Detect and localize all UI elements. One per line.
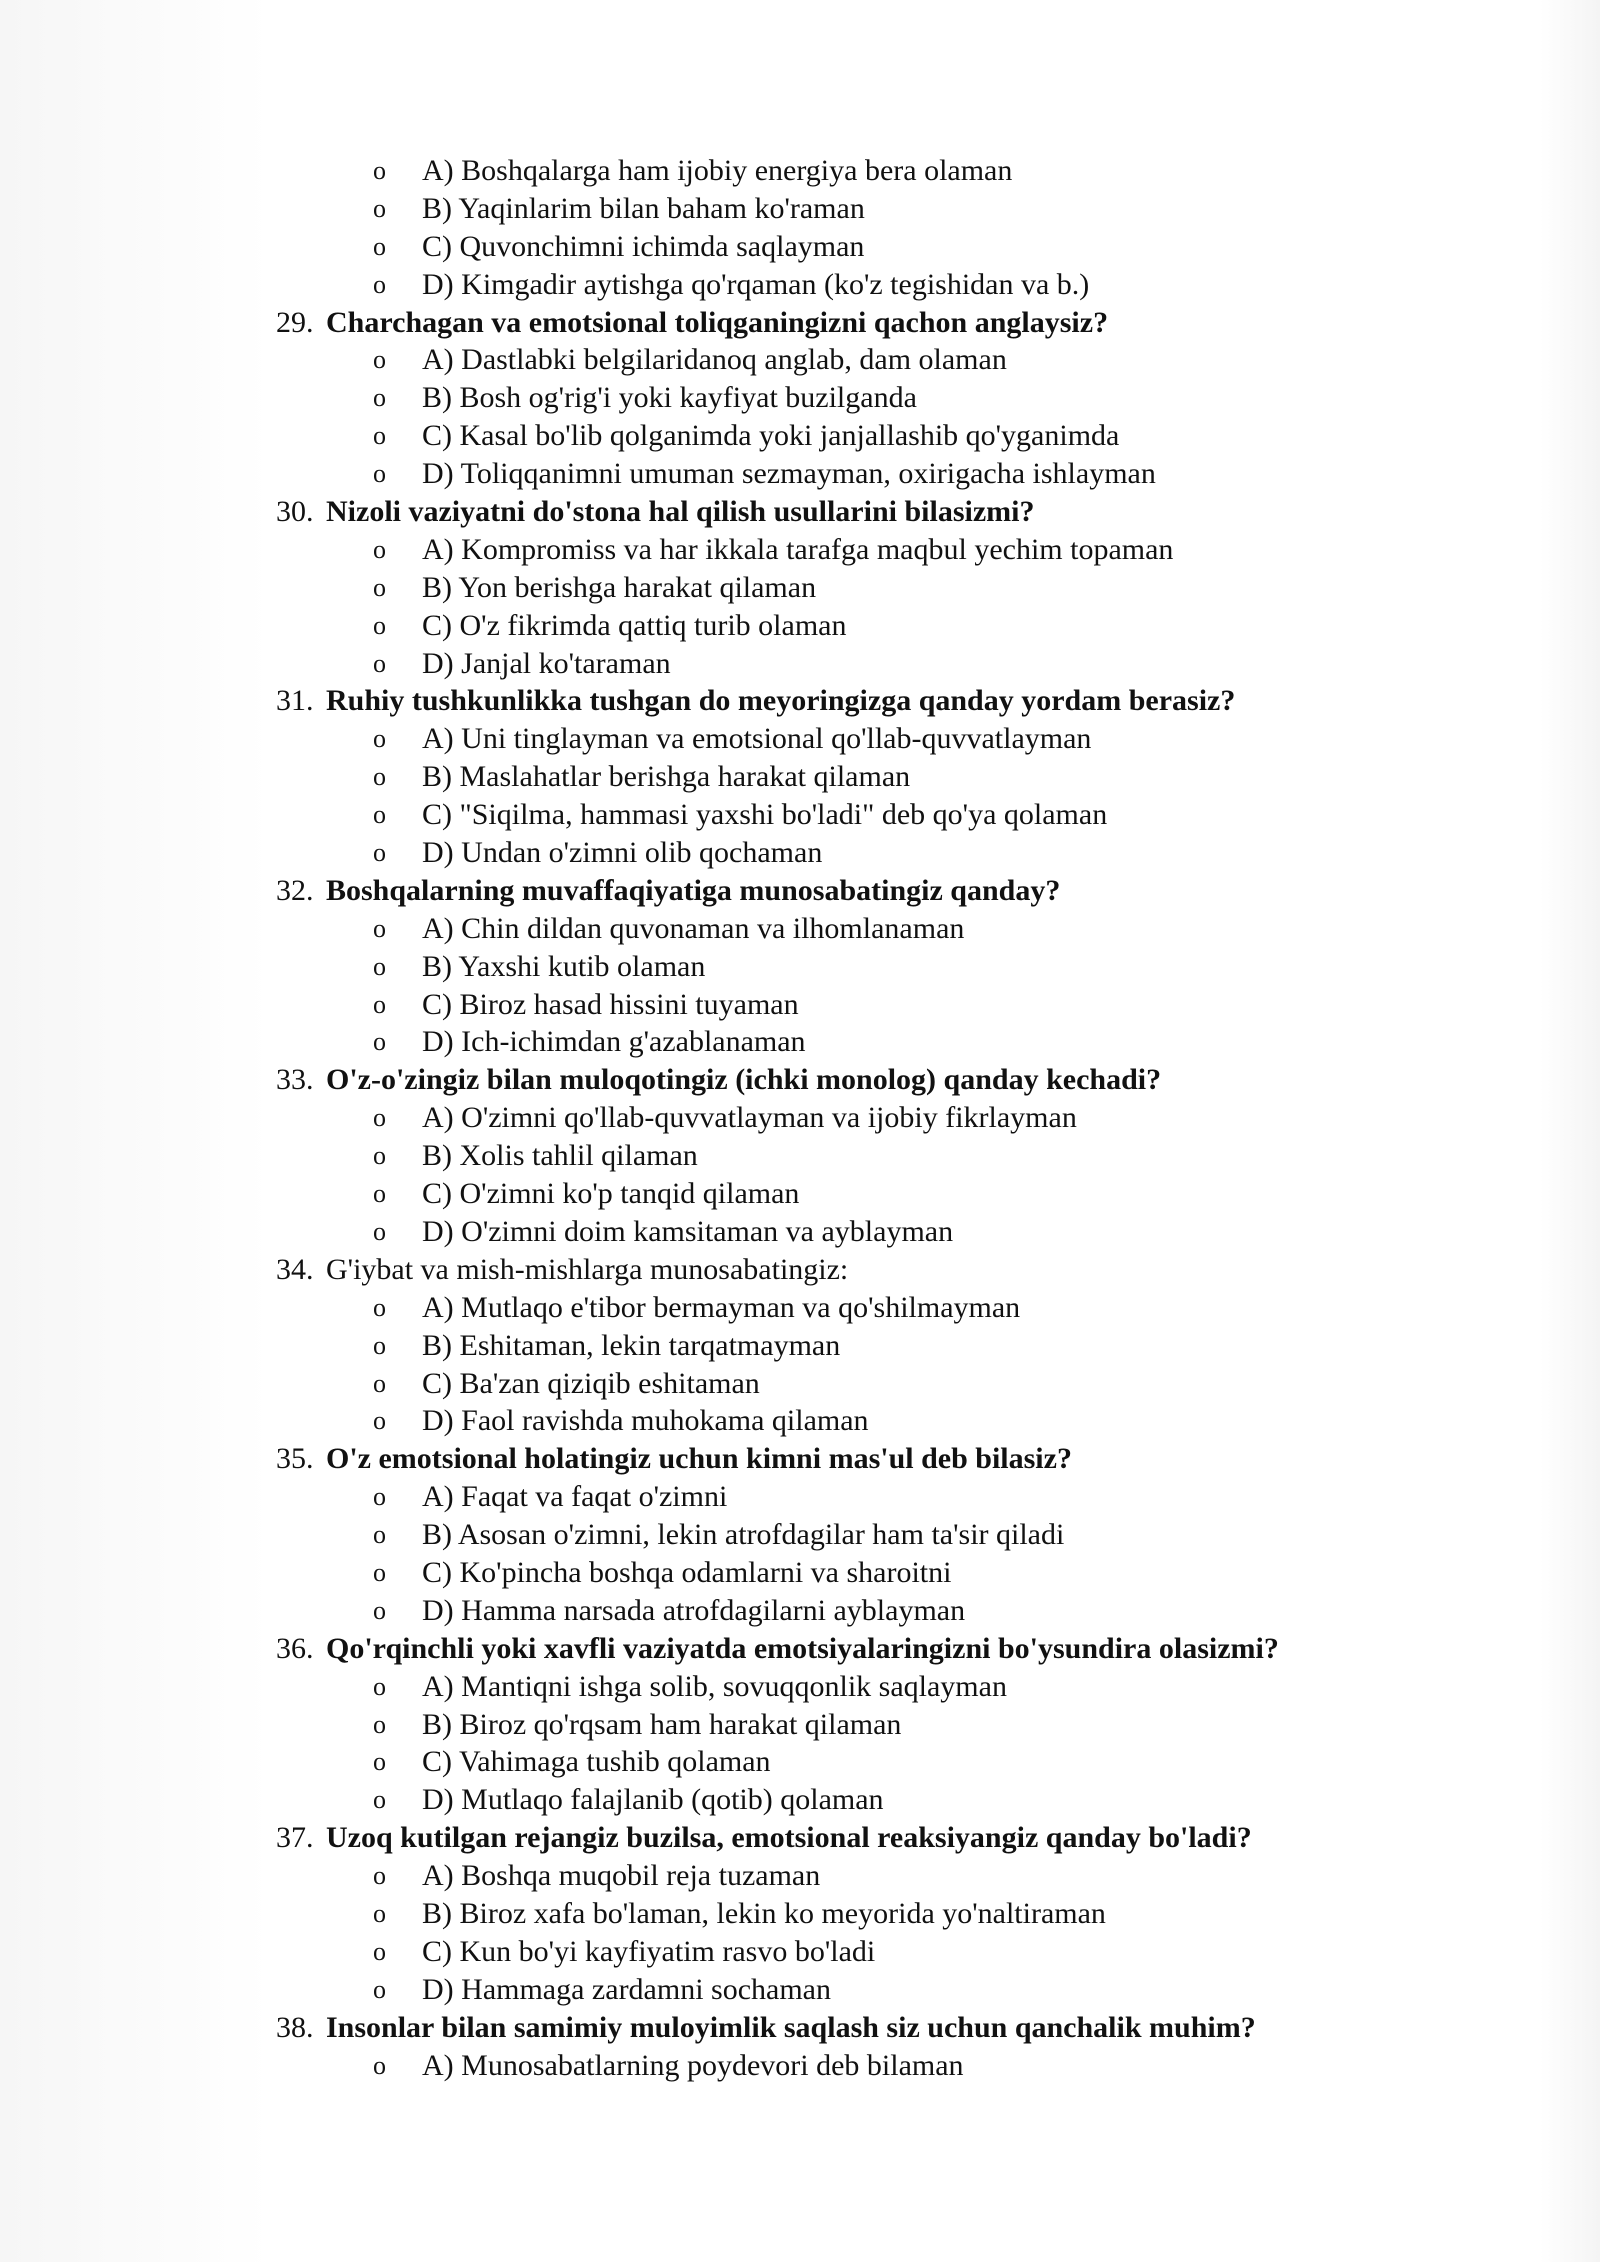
question [0, 872, 1600, 910]
answer-option [0, 190, 1600, 228]
answer-option [0, 1327, 1600, 1365]
answer-option [0, 152, 1600, 190]
answer-option [0, 266, 1600, 304]
answer-option-text: D) Janjal ko'taraman [422, 646, 671, 680]
answer-option-text: C) Vahimaga tushib qolaman [422, 1745, 771, 1779]
question-text: Nizoli vaziyatni do'stona hal qilish usullarini bilasizmi? [326, 495, 1035, 529]
bullet-marker: o [373, 1671, 386, 1701]
answer-option-text: B) Maslahatlar berishga harakat qilaman [422, 760, 911, 794]
answer-option-text: D) Toliqqanimni umuman sezmayman, oxirigacha ishlayman [422, 457, 1156, 491]
question-text: Qo'rqinchli yoki xavfli vaziyatda emotsiyalaringizni bo'ysundira olasizmi? [326, 1631, 1279, 1665]
question-number: 30. [276, 495, 314, 529]
bullet-marker: o [373, 1368, 386, 1398]
answer-option [0, 228, 1600, 266]
answer-option [0, 1402, 1600, 1440]
question [0, 682, 1600, 720]
answer-option [0, 1365, 1600, 1403]
bullet-marker: o [373, 534, 386, 564]
answer-option-text: B) Bosh og'rig'i yoki kayfiyat buzilganda [422, 381, 917, 415]
question-number: 37. [276, 1821, 314, 1855]
bullet-marker: o [373, 2050, 386, 2080]
bullet-marker: o [373, 1330, 386, 1360]
answer-option [0, 796, 1600, 834]
answer-option [0, 834, 1600, 872]
bullet-marker: o [373, 610, 386, 640]
answer-option [0, 1213, 1600, 1251]
answer-option-text: A) Mutlaqo e'tibor bermayman va qo'shilmayman [422, 1290, 1021, 1324]
question-text: Boshqalarning muvaffaqiyatiga munosabatingiz qanday? [326, 873, 1061, 907]
answer-option [0, 569, 1600, 607]
answer-option [0, 607, 1600, 645]
answer-option [0, 1668, 1600, 1706]
bullet-marker: o [373, 1785, 386, 1815]
answer-option-text: D) Ich-ichimdan g'azablanaman [422, 1025, 806, 1059]
answer-option-text: B) Yaqinlarim bilan baham ko'raman [422, 191, 865, 225]
bullet-marker: o [373, 1974, 386, 2004]
question [0, 1630, 1600, 1668]
answer-option [0, 1099, 1600, 1137]
question-text: Ruhiy tushkunlikka tushgan do meyoringizga qanday yordam berasiz? [326, 684, 1236, 718]
bullet-marker: o [373, 989, 386, 1019]
question-number: 34. [276, 1252, 314, 1286]
question-text: Charchagan va emotsional toliqganingizni qachon anglaysiz? [326, 305, 1109, 339]
bullet-marker: o [373, 1557, 386, 1587]
answer-option-text: D) Mutlaqo falajlanib (qotib) qolaman [422, 1783, 884, 1817]
answer-option-text: C) Biroz hasad hissini tuyaman [422, 987, 799, 1021]
answer-option-text: C) Kasal bo'lib qolganimda yoki janjallashib qo'yganimda [422, 419, 1120, 453]
answer-option-text: B) Eshitaman, lekin tarqatmayman [422, 1328, 841, 1362]
bullet-marker: o [373, 269, 386, 299]
question [0, 1251, 1600, 1289]
question [0, 304, 1600, 342]
answer-option [0, 341, 1600, 379]
bullet-marker: o [373, 345, 386, 375]
answer-option [0, 417, 1600, 455]
answer-option [0, 1023, 1600, 1061]
answer-option [0, 1781, 1600, 1819]
bullet-marker: o [373, 1595, 386, 1625]
answer-option [0, 986, 1600, 1024]
answer-option [0, 455, 1600, 493]
answer-option [0, 645, 1600, 683]
answer-option [0, 1706, 1600, 1744]
question-number: 38. [276, 2010, 314, 2044]
answer-option [0, 1516, 1600, 1554]
answer-option-text: C) Ko'pincha boshqa odamlarni va sharoitni [422, 1555, 952, 1589]
question-number: 35. [276, 1442, 314, 1476]
bullet-marker: o [373, 231, 386, 261]
question-text: G'iybat va mish-mishlarga munosabatingiz: [326, 1252, 849, 1286]
answer-option-text: C) Quvonchimni ichimda saqlayman [422, 229, 865, 263]
answer-option [0, 1743, 1600, 1781]
bullet-marker: o [373, 1747, 386, 1777]
bullet-marker: o [373, 1936, 386, 1966]
question [0, 493, 1600, 531]
bullet-marker: o [373, 762, 386, 792]
answer-option-text: B) Biroz qo'rqsam ham harakat qilaman [422, 1707, 902, 1741]
question-number: 31. [276, 684, 314, 718]
answer-option-text: D) Hamma narsada atrofdagilarni ayblayman [422, 1593, 966, 1627]
answer-option [0, 1137, 1600, 1175]
answer-option [0, 1895, 1600, 1933]
bullet-marker: o [373, 1520, 386, 1550]
bullet-marker: o [373, 421, 386, 451]
answer-option-text: A) Mantiqni ishga solib, sovuqqonlik saqlayman [422, 1669, 1007, 1703]
answer-option-text: C) "Siqilma, hammasi yaxshi bo'ladi" deb qo'ya qolaman [422, 798, 1108, 832]
bullet-marker: o [373, 1482, 386, 1512]
answer-option-text: A) Dastlabki belgilaridanoq anglab, dam olaman [422, 343, 1007, 377]
bullet-marker: o [373, 156, 386, 185]
bullet-marker: o [373, 724, 386, 754]
question-number: 29. [276, 305, 314, 339]
answer-option-text: A) Boshqalarga ham ijobiy energiya bera olaman [422, 154, 1013, 187]
answer-option [0, 531, 1600, 569]
answer-option-text: B) Xolis tahlil qilaman [422, 1139, 698, 1173]
answer-option-text: C) Ba'zan qiziqib eshitaman [422, 1366, 760, 1400]
answer-option-text: B) Asosan o'zimni, lekin atrofdagilar ham ta'sir qiladi [422, 1518, 1065, 1552]
answer-option [0, 2047, 1600, 2085]
bullet-marker: o [373, 193, 386, 223]
bullet-marker: o [373, 1861, 386, 1891]
answer-option [0, 720, 1600, 758]
question [0, 2009, 1600, 2047]
answer-option [0, 1289, 1600, 1327]
question [0, 1440, 1600, 1478]
answer-option [0, 758, 1600, 796]
answer-option [0, 1478, 1600, 1516]
question-number: 33. [276, 1063, 314, 1097]
answer-option-text: A) Faqat va faqat o'zimni [422, 1480, 728, 1514]
answer-option [0, 1857, 1600, 1895]
question-number: 36. [276, 1631, 314, 1665]
bullet-marker: o [373, 1103, 386, 1133]
bullet-marker: o [373, 913, 386, 943]
question-text: O'z-o'zingiz bilan muloqotingiz (ichki monolog) qanday kechadi? [326, 1063, 1162, 1097]
bullet-marker: o [373, 838, 386, 868]
answer-option-text: C) Kun bo'yi kayfiyatim rasvo bo'ladi [422, 1934, 876, 1968]
bullet-marker: o [373, 800, 386, 830]
question-number: 32. [276, 873, 314, 907]
bullet-marker: o [373, 459, 386, 489]
bullet-marker: o [373, 1179, 386, 1209]
answer-option [0, 379, 1600, 417]
answer-option-text: D) Undan o'zimni olib qochaman [422, 836, 823, 870]
bullet-marker: o [373, 1216, 386, 1246]
answer-option [0, 910, 1600, 948]
bullet-marker: o [373, 1141, 386, 1171]
bullet-marker: o [373, 648, 386, 678]
answer-option [0, 1554, 1600, 1592]
bullet-marker: o [373, 383, 386, 413]
question [0, 1061, 1600, 1099]
answer-option-text: A) Munosabatlarning poydevori deb bilaman [422, 2048, 964, 2082]
answer-option-text: B) Yaxshi kutib olaman [422, 949, 706, 983]
answer-option-text: A) Kompromiss va har ikkala tarafga maqbul yechim topaman [422, 532, 1174, 566]
answer-option-text: C) O'z fikrimda qattiq turib olaman [422, 608, 847, 642]
answer-option-text: B) Biroz xafa bo'laman, lekin ko meyorida yo'naltiraman [422, 1896, 1106, 1930]
answer-option-text: A) Chin dildan quvonaman va ilhomlanaman [422, 911, 965, 945]
bullet-marker: o [373, 951, 386, 981]
question-text: Uzoq kutilgan rejangiz buzilsa, emotsional reaksiyangiz qanday bo'ladi? [326, 1821, 1252, 1855]
bullet-marker: o [373, 1709, 386, 1739]
answer-option-text: A) Boshqa muqobil reja tuzaman [422, 1859, 821, 1893]
answer-option [0, 1175, 1600, 1213]
answer-option-text: A) Uni tinglayman va emotsional qo'llab-quvvatlayman [422, 722, 1092, 756]
bullet-marker: o [373, 1898, 386, 1928]
answer-option [0, 1933, 1600, 1971]
question-text: Insonlar bilan samimiy muloyimlik saqlash siz uchun qanchalik muhim? [326, 2010, 1256, 2044]
answer-option-text: D) Kimgadir aytishga qo'rqaman (ko'z tegishidan va b.) [422, 267, 1090, 301]
answer-option [0, 948, 1600, 986]
answer-option-text: D) Hammaga zardamni sochaman [422, 1972, 831, 2006]
bullet-marker: o [373, 572, 386, 602]
answer-option-text: D) O'zimni doim kamsitaman va ayblayman [422, 1214, 954, 1248]
answer-option-text: D) Faol ravishda muhokama qilaman [422, 1404, 869, 1438]
answer-option-text: A) O'zimni qo'llab-quvvatlayman va ijobiy fikrlayman [422, 1101, 1077, 1135]
bullet-marker: o [373, 1406, 386, 1436]
bullet-marker: o [373, 1292, 386, 1322]
questionnaire-list [0, 152, 1600, 2084]
bullet-marker: o [373, 1027, 386, 1057]
question-text: O'z emotsional holatingiz uchun kimni mas'ul deb bilasiz? [326, 1442, 1072, 1476]
answer-option-text: C) O'zimni ko'p tanqid qilaman [422, 1177, 800, 1211]
answer-option-text: B) Yon berishga harakat qilaman [422, 570, 817, 604]
answer-option [0, 1592, 1600, 1630]
answer-option [0, 1971, 1600, 2009]
question [0, 1819, 1600, 1857]
